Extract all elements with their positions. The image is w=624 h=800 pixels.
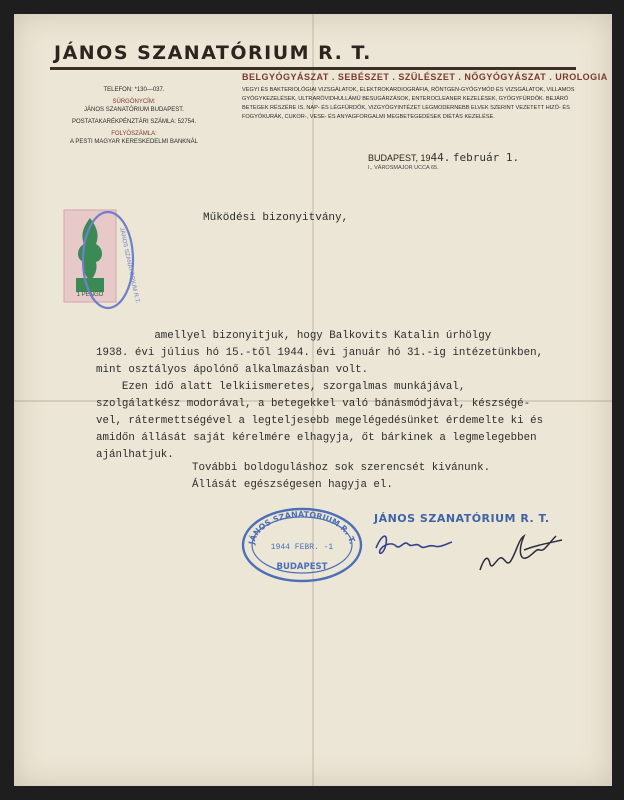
body-line: amellyel bizonyitjuk, hogy Balkovits Katalin úrhölgy [96, 330, 492, 342]
date-month: február 1. [452, 151, 520, 164]
body-line: Ezen idő alatt lelkiismeretes, szorgalmas munkájával, [96, 381, 466, 393]
letter-date [368, 151, 519, 164]
signature-right [480, 536, 562, 570]
phone-number: TELEFON: *130—037. [103, 87, 165, 93]
signature-left [376, 536, 452, 553]
letterhead-title: JÁNOS SZANATÓRIUM R. T. [54, 42, 372, 64]
letterhead-services: VEGYI ÉS BAKTERIOLÓGIAI VIZSGÁLATOK, ELEKTROKARDIOGRÁFIA, RÖNTGEN-GYÓGYMÓD ÉS VIZSGÁLATOK, VILLAMOS GYÓGYKEZELÉSEK, ULTRARÖVIDHULLÁMÚ BESUGÁRZÁSOK, ENTEROCLEANER KEZELÉSEK, GYÓGYFÜRDŐK. BEJÁRÓ BETEGEK RÉSZÉRE IS. NAP- ÉS LÉGFÜRDŐK, VIZGYÓGYINTÉZET LEGMODERNEBB ELVEK SZERINT VEZETETT HIZÓ- ÉS FOGYÓKURÁK, CUKOR-, VESE- ÉS ANYAGFORGALMI MEGBETEGEDÉSEK DIÉTÁS KEZELÉSE. [242, 87, 575, 120]
body-line: mint osztályos ápolónő alkalmazásban volt. [96, 364, 369, 376]
svg-text:JÁNOS SZANATÓRIUM R. T. [246, 508, 357, 546]
body-line: amidőn állását saját kérelmére elhagyja, őt bárkinek a legmelegebben [96, 432, 537, 444]
oval-seal-stamp [240, 505, 364, 590]
letter-body [96, 328, 576, 464]
clinic-address: I., VÁROSMAJOR UCCA 65. [368, 165, 439, 171]
revenue-stamp-value: 1 PENGŐ [76, 292, 104, 298]
account-label: FOLYÓSZÁMLA: [111, 131, 157, 137]
letter-subject: Működési bizonyitvány, [203, 212, 349, 224]
signatures [368, 500, 568, 595]
date-prefix: BUDAPEST, 19 [368, 153, 431, 163]
postal-account: POSTATAKARÉKPÉNZTÁRI SZÁMLA: 52754. [71, 119, 197, 125]
closing-line: További boldoguláshoz sok szerencsét kivánunk. [192, 462, 491, 474]
seal-top-text: JÁNOS SZANATÓRIUM R. T. [247, 509, 357, 546]
letterhead-contact [44, 86, 224, 146]
body-line: szolgálatkész modorával, a betegekkel való bánásmódjával, készségé- [96, 398, 531, 410]
signature-stamp: JÁNOS SZANATÓRIUM R. T. [374, 512, 550, 525]
date-year: 44. [430, 151, 451, 164]
body-line: 1938. évi július hó 15.-től 1944. évi január hó 31.-ig intézetünkben, [96, 347, 544, 359]
letterhead-specialties: BELGYÓGYÁSZAT . SEBÉSZET . SZÜLÉSZET . NŐGYÓGYÁSZAT . UROLOGIA [242, 72, 608, 82]
bank-account: A PESTI MAGYAR KERESKEDELMI BANKNÁL [70, 139, 198, 145]
closing-line: Állását egészségesen hagyja el. [192, 479, 393, 491]
letterhead-rule [50, 67, 576, 70]
revenue-stamp [62, 204, 140, 316]
seal-date: 1944 FEBR. -1 [270, 543, 334, 552]
telegram-address: JÁNOS SZANATÓRIUM BUDAPEST. [84, 107, 184, 113]
telegram-label: SÜRGÖNYCÍM: [112, 99, 156, 105]
seal-bottom-text: BUDAPEST [276, 562, 328, 572]
revenue-stamp-overprint: JÁNOS SZANATÓRIUM R.T. [118, 227, 140, 304]
letter-closing [192, 460, 490, 494]
body-line: vel, rátermettségével a legteljesebb megelégedésünket érdemelte ki és [96, 415, 544, 427]
body-line: ajánlhatjuk. [96, 449, 174, 461]
